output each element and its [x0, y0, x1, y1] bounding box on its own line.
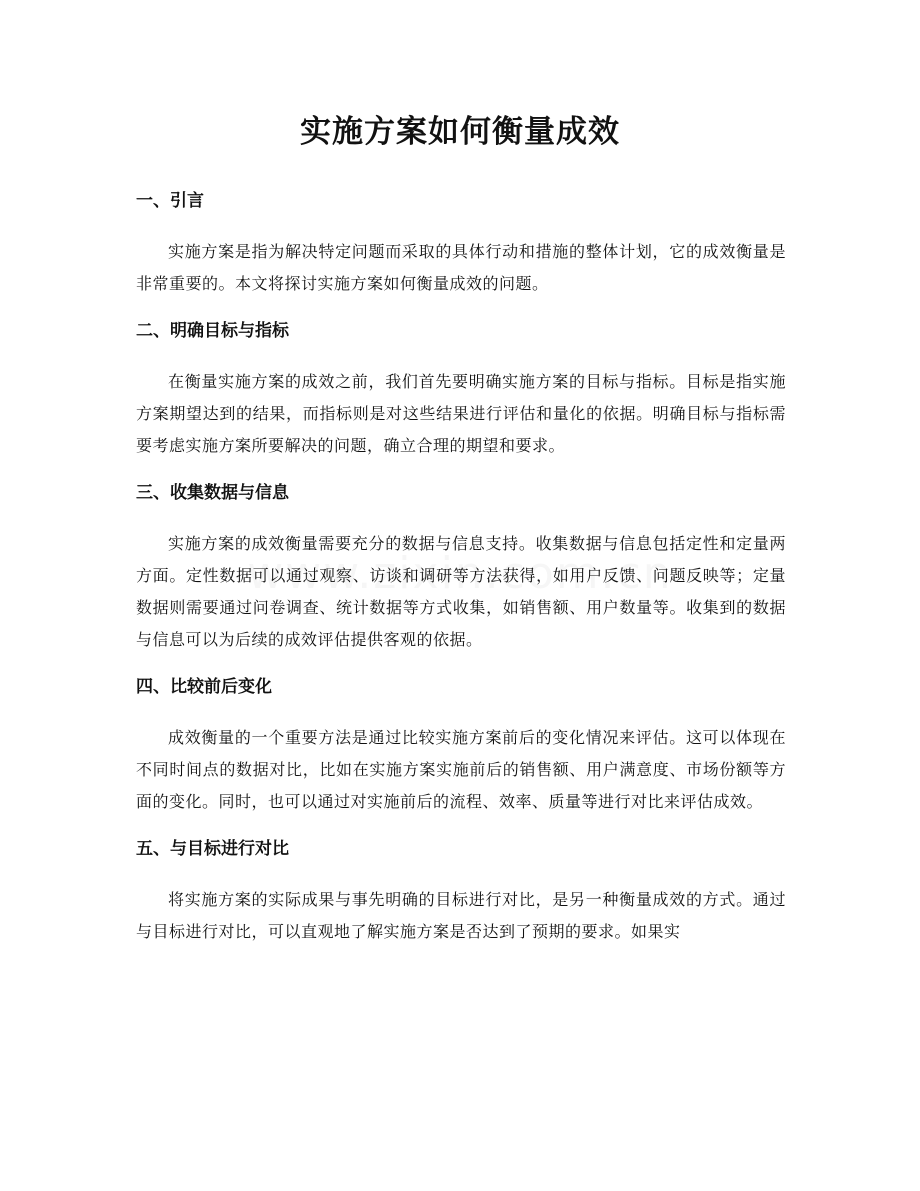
section-heading-targets: 五、与目标进行对比: [136, 839, 289, 859]
section-heading-compare: 四、比较前后变化: [136, 677, 272, 697]
section-paragraph-data: 实施方案的成效衡量需要充分的数据与信息支持。收集数据与信息包括定性和定量两方面。定性数据可以通过观察、访谈和调研等方法获得，如用户反馈、问题反映等；定量数据则需要通过问卷调查、统计数据等方式收集，如销售额、用户数量等。收集到的数据与信息可以为后续的成效评估提供客观的依据。: [136, 534, 786, 649]
section-heading-goals: 二、明确目标与指标: [136, 321, 289, 341]
section-paragraph-intro: 实施方案是指为解决特定问题而采取的具体行动和措施的整体计划，它的成效衡量是非常重要的。本文将探讨实施方案如何衡量成效的问题。: [136, 242, 786, 293]
section-paragraph-goals: 在衡量实施方案的成效之前，我们首先要明确实施方案的目标与指标。目标是指实施方案期望达到的结果，而指标则是对这些结果进行评估和量化的依据。明确目标与指标需要考虑实施方案所要解决的问题，确立合理的期望和要求。: [136, 372, 786, 455]
page-title: 实施方案如何衡量成效: [300, 114, 620, 150]
section-heading-intro: 一、引言: [136, 191, 204, 211]
section-paragraph-targets: 将实施方案的实际成果与事先明确的目标进行对比，是另一种衡量成效的方式。通过与目标进行对比，可以直观地了解实施方案是否达到了预期的要求。如果实: [136, 890, 786, 941]
document-body: [136, 186, 786, 948]
section-paragraph-compare: 成效衡量的一个重要方法是通过比较实施方案前后的变化情况来评估。这可以体现在不同时间点的数据对比，比如在实施方案实施前后的销售额、用户满意度、市场份额等方面的变化。同时，也可以通过对实施前后的流程、效率、质量等进行对比来评估成效。: [136, 728, 786, 811]
section-heading-data: 三、收集数据与信息: [136, 483, 289, 503]
